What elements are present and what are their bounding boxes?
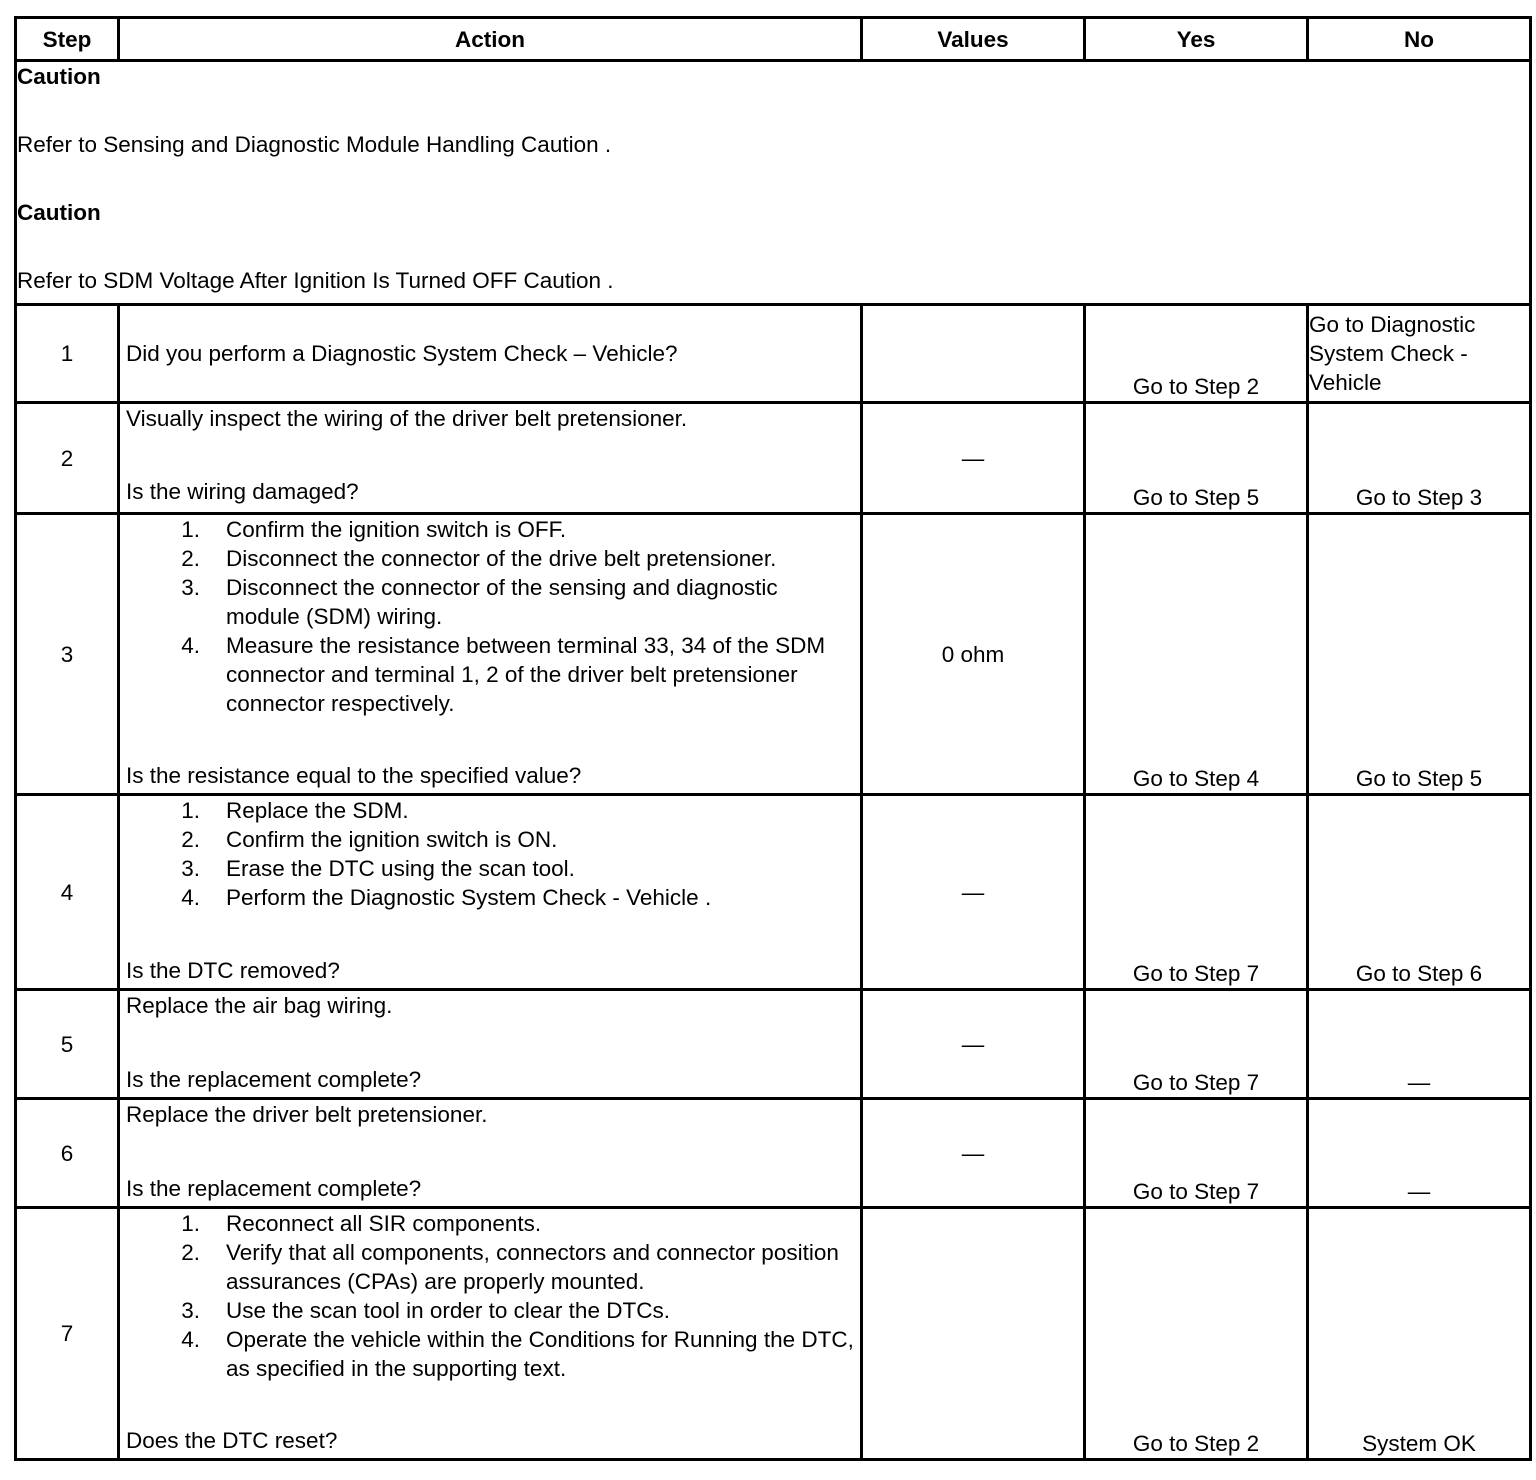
list-item: 3. Erase the DTC using the scan tool. <box>181 856 575 881</box>
action-steps <box>126 515 854 718</box>
table-row <box>16 1208 1531 1460</box>
no-cell <box>1308 795 1531 990</box>
action-cell <box>119 514 862 795</box>
caution-title: Caution <box>17 64 101 89</box>
action-question: Does the DTC reset? <box>126 1428 338 1453</box>
yes-link: Go to Step 2 <box>1132 1431 1260 1456</box>
action-cell <box>119 795 862 990</box>
no-cell <box>1308 305 1531 403</box>
yes-link: Go to Step 2 <box>1132 374 1260 399</box>
list-item: 3. Disconnect the connector of the sensing and diagnostic module (SDM) wiring. <box>181 575 778 629</box>
list-item: 1. Replace the SDM. <box>181 798 409 823</box>
no-cell <box>1308 1099 1531 1208</box>
action-cell <box>119 1208 862 1460</box>
list-item: 2. Verify that all components, connectors and connector position assurances (CPAs) are properly mounted. <box>181 1240 839 1294</box>
action-question: Is the DTC removed? <box>126 958 340 983</box>
header-action: Action <box>119 18 862 61</box>
action-cell <box>119 990 862 1099</box>
values-cell: — <box>862 403 1085 514</box>
list-item: 2. Confirm the ignition switch is ON. <box>181 827 558 852</box>
action-question: Is the resistance equal to the specified value? <box>126 763 582 788</box>
yes-link: Go to Step 5 <box>1132 485 1260 510</box>
header-values: Values <box>862 18 1085 61</box>
list-item: 1. Reconnect all SIR components. <box>181 1211 542 1236</box>
no-cell <box>1308 990 1531 1099</box>
yes-cell <box>1085 795 1308 990</box>
list-item: 1. Confirm the ignition switch is OFF. <box>181 517 567 542</box>
table-row <box>16 795 1531 990</box>
yes-link: Go to Step 7 <box>1132 961 1260 986</box>
yes-cell <box>1085 1208 1308 1460</box>
values-cell: — <box>862 795 1085 990</box>
caution-row <box>16 61 1531 305</box>
step-number: 5 <box>16 990 119 1099</box>
yes-cell <box>1085 1099 1308 1208</box>
step-number: 2 <box>16 403 119 514</box>
yes-cell <box>1085 514 1308 795</box>
yes-link: Go to Step 7 <box>1132 1179 1260 1204</box>
no-cell <box>1308 514 1531 795</box>
header-yes: Yes <box>1085 18 1308 61</box>
table-row <box>16 990 1531 1099</box>
step-number: 3 <box>16 514 119 795</box>
no-link: System OK <box>1362 1431 1476 1456</box>
values-cell <box>862 1208 1085 1460</box>
no-link: Go to Step 6 <box>1355 961 1483 986</box>
list-item: 4. Operate the vehicle within the Conditions for Running the DTC, as specified in the supporting text. <box>181 1327 854 1381</box>
no-link: Go to Step 3 <box>1355 485 1483 510</box>
table-row <box>16 403 1531 514</box>
action-text: Did you perform a Diagnostic System Check – Vehicle? <box>119 305 862 403</box>
action-text: Visually inspect the wiring of the driver belt pretensioner. <box>126 406 688 431</box>
action-text: Replace the driver belt pretensioner. <box>126 1102 488 1127</box>
caution-title: Caution <box>17 200 101 225</box>
caution-text: Refer to SDM Voltage After Ignition Is Turned OFF Caution . <box>17 268 614 293</box>
header-no: No <box>1308 18 1531 61</box>
step-number: 1 <box>16 305 119 403</box>
table-row <box>16 514 1531 795</box>
no-link: Go to Diagnostic System Check - Vehicle <box>1309 312 1476 395</box>
step-number: 7 <box>16 1208 119 1460</box>
diagnostic-table <box>14 16 1532 1461</box>
action-question: Is the replacement complete? <box>126 1176 422 1201</box>
action-steps <box>126 1209 854 1383</box>
header-row <box>16 18 1531 61</box>
yes-link: Go to Step 4 <box>1132 766 1260 791</box>
header-step: Step <box>16 18 119 61</box>
no-link: — <box>1407 1179 1431 1204</box>
action-question: Is the wiring damaged? <box>126 479 359 504</box>
list-item: 2. Disconnect the connector of the drive belt pretensioner. <box>181 546 777 571</box>
no-cell <box>1308 1208 1531 1460</box>
list-item: 4. Measure the resistance between terminal 33, 34 of the SDM connector and terminal 1, 2 of the driver belt pretensioner connector respectively. <box>181 633 826 716</box>
list-item: 4. Perform the Diagnostic System Check - Vehicle . <box>181 885 712 910</box>
step-number: 6 <box>16 1099 119 1208</box>
action-cell <box>119 1099 862 1208</box>
values-cell: — <box>862 990 1085 1099</box>
caution-text: Refer to Sensing and Diagnostic Module Handling Caution . <box>17 132 612 157</box>
table-row <box>16 1099 1531 1208</box>
yes-cell <box>1085 990 1308 1099</box>
table-row <box>16 305 1531 403</box>
yes-link: Go to Step 7 <box>1132 1070 1260 1095</box>
yes-cell <box>1085 305 1308 403</box>
values-cell: 0 ohm <box>862 514 1085 795</box>
caution-cell <box>16 61 1531 305</box>
no-cell <box>1308 403 1531 514</box>
values-cell: — <box>862 1099 1085 1208</box>
action-question: Is the replacement complete? <box>126 1067 422 1092</box>
step-number: 4 <box>16 795 119 990</box>
action-steps <box>126 796 854 912</box>
action-cell <box>119 403 862 514</box>
no-link: Go to Step 5 <box>1355 766 1483 791</box>
values-cell <box>862 305 1085 403</box>
action-text: Replace the air bag wiring. <box>126 993 393 1018</box>
yes-cell <box>1085 403 1308 514</box>
no-link: — <box>1407 1070 1431 1095</box>
list-item: 3. Use the scan tool in order to clear the DTCs. <box>181 1298 670 1323</box>
